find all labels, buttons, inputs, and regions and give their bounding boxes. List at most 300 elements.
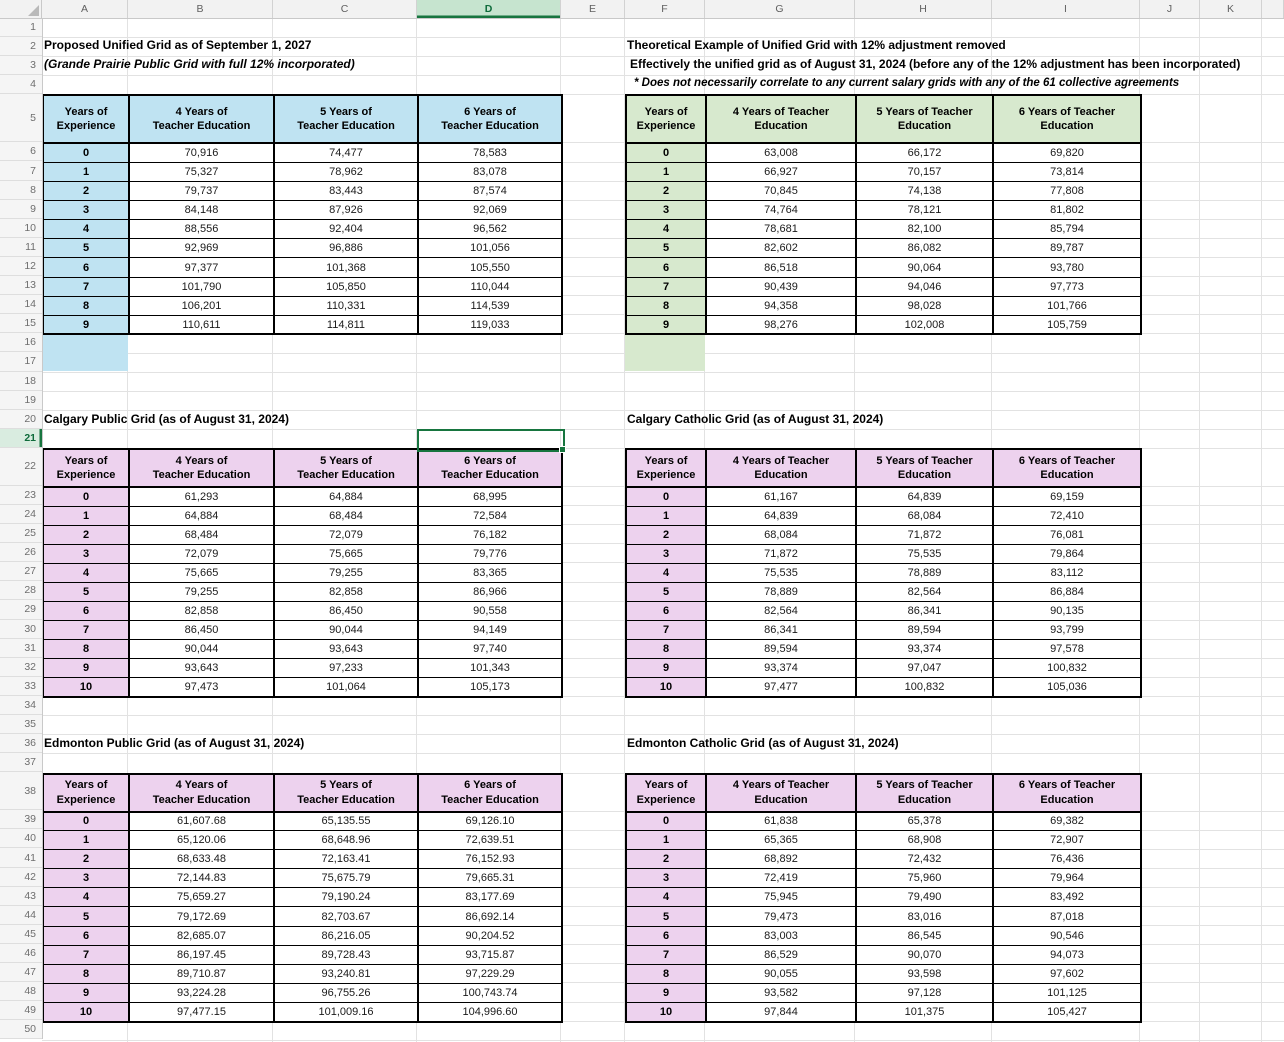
years-cell[interactable]: 9	[43, 659, 129, 678]
column-header-A[interactable]: A	[42, 0, 128, 18]
calgary-catholic-grid-header-col2[interactable]: 5 Years of Teacher Education	[856, 449, 993, 487]
salary-cell[interactable]: 85,794	[993, 220, 1141, 239]
salary-cell[interactable]: 86,450	[274, 602, 418, 621]
salary-cell[interactable]: 106,201	[129, 296, 274, 315]
row-header-15[interactable]: 15	[0, 314, 42, 333]
salary-cell[interactable]: 73,814	[993, 162, 1141, 181]
salary-cell[interactable]: 76,182	[418, 525, 562, 544]
row-header-33[interactable]: 33	[0, 677, 42, 696]
salary-cell[interactable]: 68,484	[129, 525, 274, 544]
salary-cell[interactable]: 86,341	[856, 602, 993, 621]
salary-cell[interactable]: 68,484	[274, 506, 418, 525]
years-cell[interactable]: 1	[43, 162, 129, 181]
salary-cell[interactable]: 86,082	[856, 239, 993, 258]
salary-cell[interactable]: 82,858	[129, 602, 274, 621]
salary-cell[interactable]: 90,135	[993, 602, 1141, 621]
salary-cell[interactable]: 86,216.05	[274, 926, 418, 945]
proposed-unified-grid-header-col2[interactable]: 5 Years of Teacher Education	[274, 95, 418, 143]
theoretical-unified-grid-header-col3[interactable]: 6 Years of Teacher Education	[993, 95, 1141, 143]
salary-cell[interactable]: 114,539	[418, 296, 562, 315]
salary-cell[interactable]: 68,633.48	[129, 850, 274, 869]
years-cell[interactable]: 1	[626, 506, 706, 525]
salary-cell[interactable]: 70,916	[129, 143, 274, 162]
salary-cell[interactable]: 86,884	[993, 582, 1141, 601]
salary-cell[interactable]: 79,490	[856, 888, 993, 907]
years-cell[interactable]: 3	[626, 869, 706, 888]
salary-cell[interactable]: 68,648.96	[274, 831, 418, 850]
column-header-B[interactable]: B	[128, 0, 273, 18]
cells-area[interactable]	[42, 18, 1284, 1042]
salary-cell[interactable]: 82,602	[706, 239, 856, 258]
row-header-4[interactable]: 4	[0, 75, 42, 94]
column-header-G[interactable]: G	[705, 0, 855, 18]
years-cell[interactable]: 6	[626, 602, 706, 621]
salary-cell[interactable]: 93,643	[129, 659, 274, 678]
row-header-7[interactable]: 7	[0, 161, 42, 180]
salary-cell[interactable]: 93,240.81	[274, 964, 418, 983]
row-header-35[interactable]: 35	[0, 715, 42, 734]
salary-cell[interactable]: 104,996.60	[418, 1002, 562, 1021]
years-cell[interactable]: 9	[43, 983, 129, 1002]
row-header-41[interactable]: 41	[0, 848, 42, 867]
salary-cell[interactable]: 100,832	[856, 678, 993, 697]
salary-cell[interactable]: 105,759	[993, 315, 1141, 334]
salary-cell[interactable]: 105,173	[418, 678, 562, 697]
salary-cell[interactable]: 89,710.87	[129, 964, 274, 983]
years-cell[interactable]: 7	[43, 277, 129, 296]
salary-cell[interactable]: 98,276	[706, 315, 856, 334]
years-cell[interactable]: 6	[43, 258, 129, 277]
years-cell[interactable]: 3	[43, 869, 129, 888]
salary-cell[interactable]: 90,064	[856, 258, 993, 277]
years-cell[interactable]: 5	[626, 582, 706, 601]
salary-cell[interactable]: 105,427	[993, 1002, 1141, 1021]
salary-cell[interactable]: 101,790	[129, 277, 274, 296]
salary-cell[interactable]: 82,564	[856, 582, 993, 601]
salary-cell[interactable]: 84,148	[129, 201, 274, 220]
salary-cell[interactable]: 97,740	[418, 640, 562, 659]
row-header-20[interactable]: 20	[0, 410, 42, 429]
salary-cell[interactable]: 65,135.55	[274, 812, 418, 831]
years-cell[interactable]: 6	[43, 602, 129, 621]
salary-cell[interactable]: 74,764	[706, 201, 856, 220]
row-header-14[interactable]: 14	[0, 295, 42, 314]
edmonton-public-grid-header-col0[interactable]: Years of Experience	[43, 774, 129, 812]
salary-cell[interactable]: 97,477.15	[129, 1002, 274, 1021]
salary-cell[interactable]: 72,410	[993, 506, 1141, 525]
salary-cell[interactable]: 78,889	[706, 582, 856, 601]
edmonton-public-grid-header-col2[interactable]: 5 Years of Teacher Education	[274, 774, 418, 812]
years-cell[interactable]: 4	[43, 563, 129, 582]
salary-cell[interactable]: 76,436	[993, 850, 1141, 869]
years-cell[interactable]: 3	[626, 544, 706, 563]
years-cell[interactable]: 3	[43, 201, 129, 220]
years-cell[interactable]: 9	[626, 315, 706, 334]
salary-cell[interactable]: 90,070	[856, 945, 993, 964]
salary-cell[interactable]: 105,036	[993, 678, 1141, 697]
edmonton-catholic-grid-header-col3[interactable]: 6 Years of Teacher Education	[993, 774, 1141, 812]
salary-cell[interactable]: 102,008	[856, 315, 993, 334]
years-cell[interactable]: 0	[43, 487, 129, 506]
row-header-46[interactable]: 46	[0, 944, 42, 963]
years-cell[interactable]: 8	[43, 640, 129, 659]
salary-cell[interactable]: 82,858	[274, 582, 418, 601]
row-header-10[interactable]: 10	[0, 219, 42, 238]
row-header-16[interactable]: 16	[0, 333, 42, 352]
row-header-1[interactable]: 1	[0, 18, 42, 37]
years-cell[interactable]: 2	[43, 850, 129, 869]
salary-cell[interactable]: 101,343	[418, 659, 562, 678]
years-cell[interactable]: 4	[626, 563, 706, 582]
salary-cell[interactable]: 65,378	[856, 812, 993, 831]
salary-cell[interactable]: 89,787	[993, 239, 1141, 258]
theoretical-unified-grid-header-col2[interactable]: 5 Years of Teacher Education	[856, 95, 993, 143]
salary-cell[interactable]: 71,872	[706, 544, 856, 563]
years-cell[interactable]: 7	[626, 945, 706, 964]
select-all-corner[interactable]	[0, 0, 42, 18]
row-header-8[interactable]: 8	[0, 181, 42, 200]
salary-cell[interactable]: 68,995	[418, 487, 562, 506]
row-header-47[interactable]: 47	[0, 963, 42, 982]
proposed-grid-subtitle[interactable]: (Grande Prairie Public Grid with full 12% incorporated)	[44, 57, 355, 71]
years-cell[interactable]: 6	[626, 926, 706, 945]
salary-cell[interactable]: 82,100	[856, 220, 993, 239]
years-cell[interactable]: 6	[43, 926, 129, 945]
theoretical-grid-note[interactable]: * Does not necessarily correlate to any current salary grids with any of the 61 collective agreements	[634, 77, 1180, 89]
salary-cell[interactable]: 65,365	[706, 831, 856, 850]
salary-cell[interactable]: 61,838	[706, 812, 856, 831]
salary-cell[interactable]: 65,120.06	[129, 831, 274, 850]
proposed-unified-grid-header-col1[interactable]: 4 Years of Teacher Education	[129, 95, 274, 143]
edmonton-public-grid-header-col3[interactable]: 6 Years of Teacher Education	[418, 774, 562, 812]
years-cell[interactable]: 2	[626, 850, 706, 869]
salary-cell[interactable]: 96,755.26	[274, 983, 418, 1002]
years-cell[interactable]: 0	[626, 143, 706, 162]
salary-cell[interactable]: 100,743.74	[418, 983, 562, 1002]
salary-cell[interactable]: 74,138	[856, 182, 993, 201]
years-cell[interactable]: 3	[43, 544, 129, 563]
years-cell[interactable]: 8	[43, 296, 129, 315]
column-header-E[interactable]: E	[561, 0, 625, 18]
edmonton-catholic-grid-header-col2[interactable]: 5 Years of Teacher Education	[856, 774, 993, 812]
salary-cell[interactable]: 72,584	[418, 506, 562, 525]
salary-cell[interactable]: 83,365	[418, 563, 562, 582]
row-header-21[interactable]: 21	[0, 429, 42, 448]
years-cell[interactable]: 9	[626, 659, 706, 678]
edmonton-catholic-grid-header-col1[interactable]: 4 Years of Teacher Education	[706, 774, 856, 812]
years-cell[interactable]: 10	[43, 1002, 129, 1021]
salary-cell[interactable]: 94,358	[706, 296, 856, 315]
row-header-27[interactable]: 27	[0, 562, 42, 581]
column-header-K[interactable]: K	[1200, 0, 1262, 18]
salary-cell[interactable]: 92,969	[129, 239, 274, 258]
salary-cell[interactable]: 90,439	[706, 277, 856, 296]
calgary-catholic-title[interactable]: Calgary Catholic Grid (as of August 31, 2024)	[627, 412, 884, 426]
salary-cell[interactable]: 64,839	[706, 506, 856, 525]
row-header-37[interactable]: 37	[0, 753, 42, 772]
salary-cell[interactable]: 64,839	[856, 487, 993, 506]
salary-cell[interactable]: 75,327	[129, 162, 274, 181]
salary-cell[interactable]: 70,157	[856, 162, 993, 181]
row-header-28[interactable]: 28	[0, 581, 42, 600]
salary-cell[interactable]: 78,583	[418, 143, 562, 162]
row-header-39[interactable]: 39	[0, 810, 42, 829]
salary-cell[interactable]: 87,574	[418, 182, 562, 201]
salary-cell[interactable]: 61,607.68	[129, 812, 274, 831]
years-cell[interactable]: 8	[626, 964, 706, 983]
salary-cell[interactable]: 119,033	[418, 315, 562, 334]
salary-cell[interactable]: 75,535	[706, 563, 856, 582]
years-cell[interactable]: 2	[43, 525, 129, 544]
salary-cell[interactable]: 97,844	[706, 1002, 856, 1021]
salary-cell[interactable]: 93,224.28	[129, 983, 274, 1002]
years-cell[interactable]: 6	[626, 258, 706, 277]
calgary-public-grid-header-col1[interactable]: 4 Years of Teacher Education	[129, 449, 274, 487]
salary-cell[interactable]: 79,776	[418, 544, 562, 563]
proposed-grid-title[interactable]: Proposed Unified Grid as of September 1, 2027	[44, 38, 312, 52]
years-cell[interactable]: 4	[43, 888, 129, 907]
years-cell[interactable]: 9	[626, 983, 706, 1002]
theoretical-grid-title[interactable]: Theoretical Example of Unified Grid with 12% adjustment removed	[627, 38, 1006, 52]
salary-cell[interactable]: 101,009.16	[274, 1002, 418, 1021]
years-cell[interactable]: 5	[43, 907, 129, 926]
salary-cell[interactable]: 81,802	[993, 201, 1141, 220]
row-header-19[interactable]: 19	[0, 391, 42, 410]
salary-cell[interactable]: 92,069	[418, 201, 562, 220]
edmonton-catholic-title[interactable]: Edmonton Catholic Grid (as of August 31, 2024)	[627, 736, 899, 750]
salary-cell[interactable]: 89,594	[706, 640, 856, 659]
salary-cell[interactable]: 97,229.29	[418, 964, 562, 983]
salary-cell[interactable]: 97,128	[856, 983, 993, 1002]
salary-cell[interactable]: 97,377	[129, 258, 274, 277]
salary-cell[interactable]: 86,197.45	[129, 945, 274, 964]
salary-cell[interactable]: 72,079	[274, 525, 418, 544]
salary-cell[interactable]: 90,558	[418, 602, 562, 621]
row-header-42[interactable]: 42	[0, 868, 42, 887]
calgary-public-grid-header-col3[interactable]: 6 Years of Teacher Education	[418, 449, 562, 487]
years-cell[interactable]: 7	[626, 621, 706, 640]
salary-cell[interactable]: 94,046	[856, 277, 993, 296]
edmonton-public-title[interactable]: Edmonton Public Grid (as of August 31, 2024)	[44, 736, 305, 750]
salary-cell[interactable]: 68,892	[706, 850, 856, 869]
salary-cell[interactable]: 96,886	[274, 239, 418, 258]
years-cell[interactable]: 8	[626, 296, 706, 315]
years-cell[interactable]: 5	[43, 239, 129, 258]
row-header-29[interactable]: 29	[0, 600, 42, 619]
row-header-36[interactable]: 36	[0, 734, 42, 753]
salary-cell[interactable]: 86,966	[418, 582, 562, 601]
salary-cell[interactable]: 93,780	[993, 258, 1141, 277]
years-cell[interactable]: 10	[626, 678, 706, 697]
salary-cell[interactable]: 74,477	[274, 143, 418, 162]
salary-cell[interactable]: 79,172.69	[129, 907, 274, 926]
salary-cell[interactable]: 90,546	[993, 926, 1141, 945]
salary-cell[interactable]: 96,562	[418, 220, 562, 239]
row-header-6[interactable]: 6	[0, 142, 42, 161]
salary-cell[interactable]: 86,529	[706, 945, 856, 964]
salary-cell[interactable]: 82,703.67	[274, 907, 418, 926]
years-cell[interactable]: 0	[626, 487, 706, 506]
salary-cell[interactable]: 97,773	[993, 277, 1141, 296]
years-cell[interactable]: 4	[626, 220, 706, 239]
salary-cell[interactable]: 101,766	[993, 296, 1141, 315]
years-cell[interactable]: 9	[43, 315, 129, 334]
salary-cell[interactable]: 101,368	[274, 258, 418, 277]
salary-cell[interactable]: 78,889	[856, 563, 993, 582]
years-cell[interactable]: 0	[626, 812, 706, 831]
years-cell[interactable]: 7	[626, 277, 706, 296]
proposed-unified-grid-header-col3[interactable]: 6 Years of Teacher Education	[418, 95, 562, 143]
salary-cell[interactable]: 94,073	[993, 945, 1141, 964]
salary-cell[interactable]: 66,927	[706, 162, 856, 181]
salary-cell[interactable]: 89,728.43	[274, 945, 418, 964]
row-header-26[interactable]: 26	[0, 543, 42, 562]
salary-cell[interactable]: 83,177.69	[418, 888, 562, 907]
salary-cell[interactable]: 79,665.31	[418, 869, 562, 888]
salary-cell[interactable]: 97,477	[706, 678, 856, 697]
row-header-5[interactable]: 5	[0, 94, 42, 142]
salary-cell[interactable]: 98,028	[856, 296, 993, 315]
salary-cell[interactable]: 75,665	[274, 544, 418, 563]
years-cell[interactable]: 0	[43, 143, 129, 162]
salary-cell[interactable]: 76,152.93	[418, 850, 562, 869]
salary-cell[interactable]: 61,167	[706, 487, 856, 506]
theoretical-unified-grid-header-col1[interactable]: 4 Years of Teacher Education	[706, 95, 856, 143]
years-cell[interactable]: 2	[626, 525, 706, 544]
theoretical-grid-line2[interactable]: Effectively the unified grid as of August 31, 2024 (before any of the 12% adjustment has been incorporated)	[630, 57, 1241, 71]
column-header-C[interactable]: C	[273, 0, 417, 18]
salary-cell[interactable]: 83,443	[274, 182, 418, 201]
row-header-45[interactable]: 45	[0, 925, 42, 944]
salary-cell[interactable]: 93,715.87	[418, 945, 562, 964]
salary-cell[interactable]: 101,375	[856, 1002, 993, 1021]
years-cell[interactable]: 5	[626, 907, 706, 926]
salary-cell[interactable]: 87,926	[274, 201, 418, 220]
years-cell[interactable]: 8	[626, 640, 706, 659]
salary-cell[interactable]: 114,811	[274, 315, 418, 334]
row-header-24[interactable]: 24	[0, 505, 42, 524]
years-cell[interactable]: 7	[43, 621, 129, 640]
salary-cell[interactable]: 79,255	[274, 563, 418, 582]
edmonton-catholic-grid-header-col0[interactable]: Years of Experience	[626, 774, 706, 812]
salary-cell[interactable]: 101,125	[993, 983, 1141, 1002]
theoretical-unified-grid-header-col0[interactable]: Years of Experience	[626, 95, 706, 143]
row-header-13[interactable]: 13	[0, 276, 42, 295]
salary-cell[interactable]: 93,374	[856, 640, 993, 659]
salary-cell[interactable]: 86,341	[706, 621, 856, 640]
salary-cell[interactable]: 63,008	[706, 143, 856, 162]
salary-cell[interactable]: 86,545	[856, 926, 993, 945]
calgary-public-grid-header-col0[interactable]: Years of Experience	[43, 449, 129, 487]
salary-cell[interactable]: 90,044	[129, 640, 274, 659]
salary-cell[interactable]: 72,432	[856, 850, 993, 869]
years-cell[interactable]: 1	[626, 831, 706, 850]
column-header-D[interactable]: D	[417, 0, 561, 18]
salary-cell[interactable]: 75,659.27	[129, 888, 274, 907]
row-header-22[interactable]: 22	[0, 448, 42, 486]
row-header-32[interactable]: 32	[0, 658, 42, 677]
row-header-44[interactable]: 44	[0, 906, 42, 925]
row-header-34[interactable]: 34	[0, 696, 42, 715]
salary-cell[interactable]: 100,832	[993, 659, 1141, 678]
salary-cell[interactable]: 61,293	[129, 487, 274, 506]
salary-cell[interactable]: 89,594	[856, 621, 993, 640]
salary-cell[interactable]: 88,556	[129, 220, 274, 239]
salary-cell[interactable]: 93,598	[856, 964, 993, 983]
row-header-50[interactable]: 50	[0, 1020, 42, 1039]
salary-cell[interactable]: 97,047	[856, 659, 993, 678]
salary-cell[interactable]: 79,864	[993, 544, 1141, 563]
salary-cell[interactable]: 69,159	[993, 487, 1141, 506]
salary-cell[interactable]: 68,908	[856, 831, 993, 850]
years-cell[interactable]: 1	[626, 162, 706, 181]
row-header-9[interactable]: 9	[0, 200, 42, 219]
salary-cell[interactable]: 78,121	[856, 201, 993, 220]
column-header-I[interactable]: I	[992, 0, 1140, 18]
salary-cell[interactable]: 90,055	[706, 964, 856, 983]
calgary-public-title[interactable]: Calgary Public Grid (as of August 31, 2024)	[44, 412, 289, 426]
years-cell[interactable]: 1	[43, 831, 129, 850]
salary-cell[interactable]: 97,473	[129, 678, 274, 697]
salary-cell[interactable]: 64,884	[274, 487, 418, 506]
salary-cell[interactable]: 76,081	[993, 525, 1141, 544]
salary-cell[interactable]: 101,056	[418, 239, 562, 258]
years-cell[interactable]: 0	[43, 812, 129, 831]
salary-cell[interactable]: 83,016	[856, 907, 993, 926]
row-header-2[interactable]: 2	[0, 37, 42, 56]
row-header-40[interactable]: 40	[0, 829, 42, 848]
salary-cell[interactable]: 110,331	[274, 296, 418, 315]
row-header-31[interactable]: 31	[0, 639, 42, 658]
salary-cell[interactable]: 79,255	[129, 582, 274, 601]
years-cell[interactable]: 2	[43, 182, 129, 201]
row-header-49[interactable]: 49	[0, 1001, 42, 1020]
years-cell[interactable]: 4	[626, 888, 706, 907]
salary-cell[interactable]: 66,172	[856, 143, 993, 162]
calgary-catholic-grid-header-col0[interactable]: Years of Experience	[626, 449, 706, 487]
salary-cell[interactable]: 94,149	[418, 621, 562, 640]
salary-cell[interactable]: 105,850	[274, 277, 418, 296]
salary-cell[interactable]: 79,737	[129, 182, 274, 201]
salary-cell[interactable]: 82,685.07	[129, 926, 274, 945]
salary-cell[interactable]: 72,907	[993, 831, 1141, 850]
proposed-unified-grid-header-col0[interactable]: Years of Experience	[43, 95, 129, 143]
salary-cell[interactable]: 93,643	[274, 640, 418, 659]
salary-cell[interactable]: 105,550	[418, 258, 562, 277]
row-header-3[interactable]: 3	[0, 56, 42, 75]
salary-cell[interactable]: 69,820	[993, 143, 1141, 162]
salary-cell[interactable]: 82,564	[706, 602, 856, 621]
row-header-17[interactable]: 17	[0, 352, 42, 371]
years-cell[interactable]: 5	[626, 239, 706, 258]
salary-cell[interactable]: 68,084	[856, 506, 993, 525]
salary-cell[interactable]: 77,808	[993, 182, 1141, 201]
salary-cell[interactable]: 72,163.41	[274, 850, 418, 869]
salary-cell[interactable]: 90,044	[274, 621, 418, 640]
salary-cell[interactable]: 71,872	[856, 525, 993, 544]
row-header-48[interactable]: 48	[0, 982, 42, 1001]
salary-cell[interactable]: 75,665	[129, 563, 274, 582]
salary-cell[interactable]: 110,611	[129, 315, 274, 334]
salary-cell[interactable]: 64,884	[129, 506, 274, 525]
years-cell[interactable]: 1	[43, 506, 129, 525]
years-cell[interactable]: 3	[626, 201, 706, 220]
years-cell[interactable]: 10	[626, 1002, 706, 1021]
fill-handle[interactable]	[559, 446, 566, 453]
salary-cell[interactable]: 70,845	[706, 182, 856, 201]
salary-cell[interactable]: 97,602	[993, 964, 1141, 983]
salary-cell[interactable]: 92,404	[274, 220, 418, 239]
